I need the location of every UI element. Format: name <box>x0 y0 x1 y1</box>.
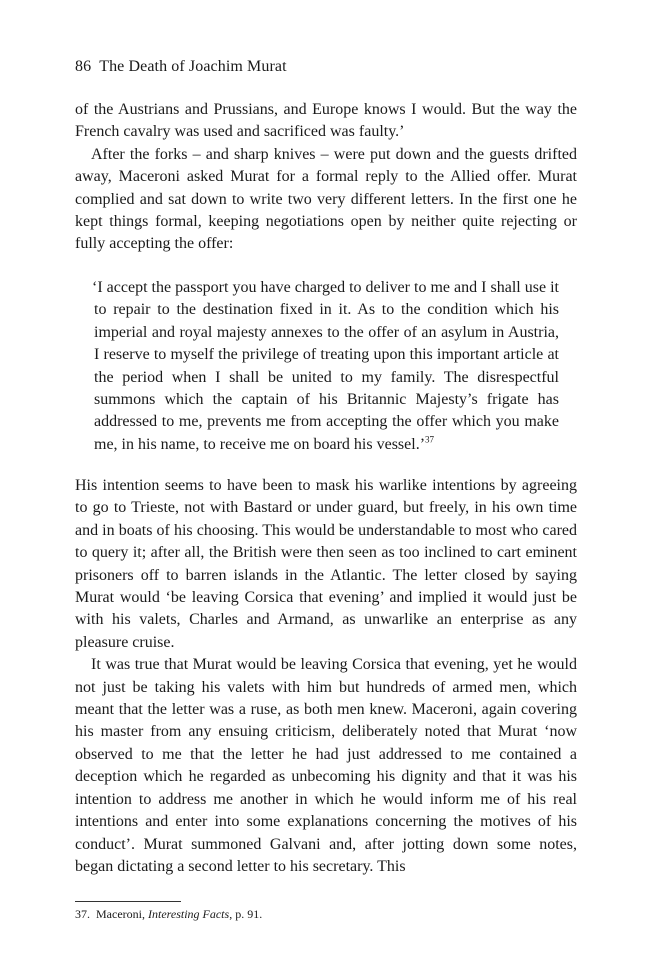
block-quote <box>94 277 559 456</box>
paragraph-continued: of the Austrians and Prussians, and Europe knows I would. But the way the French cavalry was used and sacrificed was faulty.’ <box>75 101 577 141</box>
footnote-author: Maceroni, <box>96 907 145 921</box>
paragraph: His intention seems to have been to mask his warlike intentions by agreeing to go to Trieste, not with Bastard or under guard, but freely, in his own time and in boats of his choosing. This would be understandable to most who cared to query it; after all, the British were then seen as too inclined to cart eminent prisoners off to barren islands in the Atlantic. The letter closed by saying Murat would ‘be leaving Corsica that evening’ and implied it would just be with his valets, Charles and Armand, as unwarlike an enterprise as any pleasure cruise. <box>75 477 577 651</box>
footnote-page: , p. 91. <box>229 907 263 921</box>
footnote-number: 37. <box>75 907 90 921</box>
body-text-top <box>75 99 577 256</box>
page-number: 86 <box>75 58 92 75</box>
running-head <box>75 58 287 76</box>
running-title: The Death of Joachim Murat <box>99 58 287 75</box>
paragraph: After the forks – and sharp knives – were put down and the guests drifted away, Maceroni asked Murat for a formal reply to the Allied offer. Murat complied and sat down to write two very different letters. In the first one he kept things formal, keeping negotiations open by neither quite rejecting or fully accepting the offer: <box>75 145 577 253</box>
quote-text: ‘I accept the passport you have charged to deliver to me and I shall use it to repair to the destination fixed in it. As to the condition which his imperial and royal majesty annexes to the offer of an asylum in Austria, I reserve to myself the privilege of treating upon this important article at the period when I shall be united to my family. The disrespectful summons which the captain of his Britannic Majesty’s frigate has addressed to me, prevents me from accepting the offer which you make me, in his name, to receive me on board his vessel.’ <box>92 279 559 453</box>
paragraph: It was true that Murat would be leaving Corsica that evening, yet he would not just be taking his valets with him but hundreds of armed men, which meant that the letter was a ruse, as both men knew. Maceroni, again covering his master from any ensuing criticism, deliberately noted that Murat ‘now observed to me that the letter he had just addressed to me contained a deception which he regarded as unbecoming his dignity and that it was his intention to address me another in which he would inform me of his real intentions and enter into some explanations concerning the motives of his conduct’. Murat summoned Galvani and, after jotting down some notes, began dictating a second letter to his secretary. This <box>75 656 577 875</box>
body-text-bottom <box>75 475 577 878</box>
footnote <box>75 907 262 922</box>
footnote-rule <box>75 901 181 902</box>
footnote-title: Interesting Facts <box>147 907 230 921</box>
footnote-reference: 37 <box>425 434 435 445</box>
quote-text-wrap <box>94 277 559 456</box>
